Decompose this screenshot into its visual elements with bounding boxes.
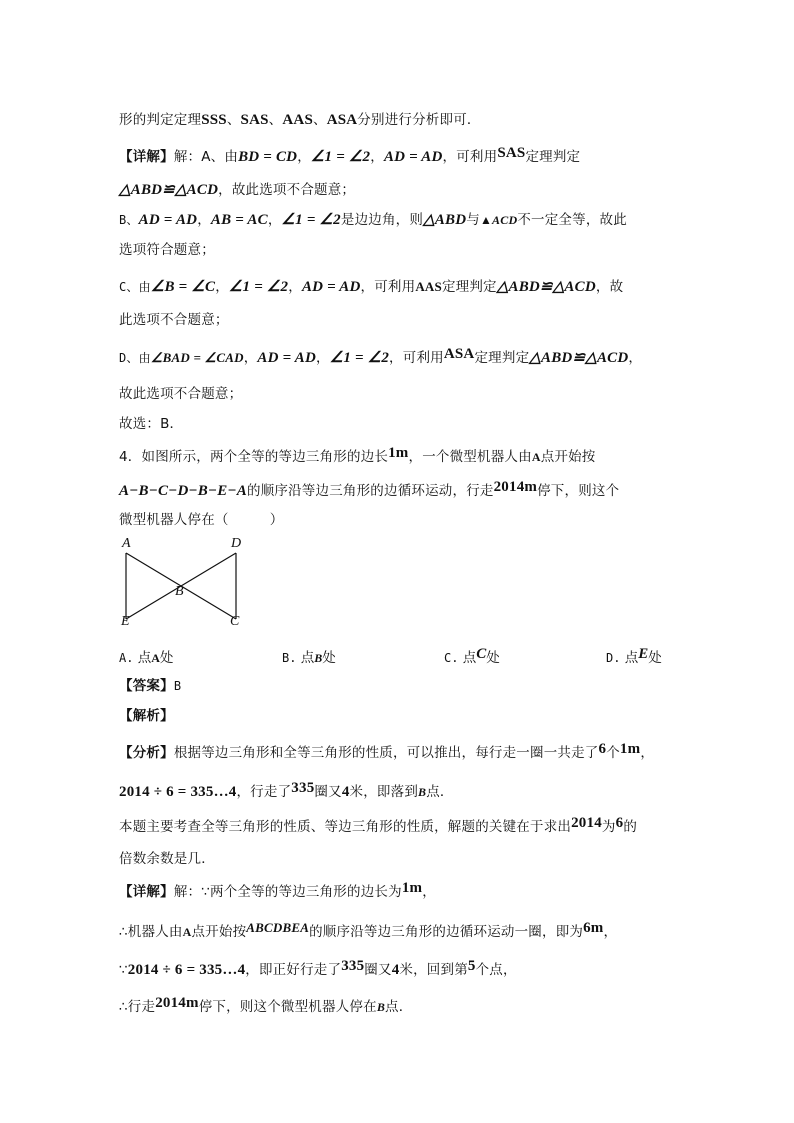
text: 圈又 (314, 784, 342, 800)
math-expr: SAS (497, 145, 526, 161)
math-expr: ∠1 = ∠2 (329, 350, 390, 366)
math-aas: AAS (282, 112, 313, 128)
option-b[interactable] (282, 646, 336, 666)
text: 是边边角，则 (340, 212, 424, 228)
analysis-line-3 (119, 817, 637, 837)
math-expr: ∠1 = ∠2 (281, 212, 341, 228)
math-expr: AD = AD (383, 149, 443, 165)
text: 停下，则这个微型机器人停在 (198, 999, 377, 1015)
text: ，可利用 (360, 279, 416, 295)
text: 个点， (475, 962, 517, 978)
text: ，行走了 (236, 784, 292, 800)
section-heading: 【详解】 (119, 149, 174, 165)
math-expr: 335 (291, 780, 315, 796)
text: 米，回到第 (399, 962, 468, 978)
math-expr: 2014 ÷ 6 = 335…4 (119, 784, 237, 800)
math-expr: A (151, 651, 160, 665)
text: ， (422, 884, 436, 900)
text: 4．如图所示，两个全等的等边三角形的边长 (119, 449, 389, 465)
text-line-4 (119, 210, 627, 230)
text: 解：∵两个全等的等边三角形的边长为 (173, 884, 402, 900)
math-expr: ∠1 = ∠2 (228, 279, 289, 295)
text: 定理判定 (525, 149, 581, 165)
analysis-heading (119, 706, 174, 726)
math-sss: SSS (201, 112, 227, 128)
text: ，故此选项不合题意； (218, 182, 356, 198)
math-expr: 1m (401, 880, 423, 896)
math-expr: AAS (415, 279, 442, 294)
text: 分别进行分析即可． (357, 112, 481, 128)
text: 停下，则这个 (537, 483, 620, 499)
math-expr: △ABD≌△ACD (496, 279, 596, 295)
math-expr: E (638, 646, 649, 662)
math-asa: ASA (326, 112, 358, 128)
point-label-a: A (122, 536, 131, 551)
text: 处 (486, 650, 500, 666)
text: 处 (159, 650, 174, 666)
math-expr: ∠BAD = ∠CAD (150, 350, 244, 365)
text: 定理判定 (441, 279, 497, 295)
text: 处 (322, 650, 336, 666)
text-line-1 (119, 110, 481, 130)
math-expr: 2014 ÷ 6 = 335…4 (127, 962, 246, 978)
text: ，可利用 (389, 350, 444, 366)
math-expr: ∠1 = ∠2 (310, 149, 371, 165)
bowtie-triangle-figure (118, 536, 258, 632)
text: ， (370, 149, 384, 165)
text: 点开始按 (191, 924, 247, 940)
text: ， (267, 212, 282, 228)
text: 此选项不合题意； (119, 312, 229, 328)
text: 故此选项不合题意； (119, 386, 243, 402)
option-key: D. (606, 651, 621, 665)
section-heading: 【详解】 (119, 884, 174, 900)
text: 点 (462, 650, 477, 666)
math-sas: SAS (240, 112, 269, 128)
text-line-6 (119, 277, 623, 297)
text-line-10 (119, 414, 183, 434)
text: ， (197, 212, 211, 228)
math-expr: AD = AD (138, 212, 198, 228)
option-key: B. (282, 651, 297, 665)
math-expr: 6 (615, 815, 624, 831)
text: 根据等边三角形和全等三角形的性质，可以推出，每行走一圈一共走了 (173, 745, 599, 761)
analysis-line-2 (119, 782, 454, 802)
text: ， (243, 350, 258, 366)
text: 微型机器人停在（ ） (119, 512, 284, 528)
option-label: B、 (119, 213, 139, 227)
text: ， (316, 350, 330, 366)
analysis-line-4 (119, 849, 215, 869)
math-expr: 1m (388, 445, 409, 461)
text: 的 (623, 819, 638, 835)
text: ，可利用 (442, 149, 498, 165)
math-expr: ABCDBEA (246, 920, 310, 935)
point-label-c: C (230, 614, 240, 629)
text: ∴行走 (119, 999, 156, 1015)
math-expr: △ABD≌△ACD (529, 350, 629, 366)
text: 、 (226, 112, 241, 128)
text-line-2 (119, 147, 580, 167)
answer-line (119, 676, 181, 696)
point-label-e: E (121, 614, 130, 629)
text: 点 (137, 650, 152, 666)
math-expr: A−B−C−D−B−E−A (119, 483, 247, 499)
text: ，故 (595, 279, 624, 295)
analysis-line-1 (119, 743, 654, 763)
option-label: C、由 (119, 280, 151, 294)
text: 点 (624, 650, 639, 666)
option-label: D、由 (119, 351, 151, 365)
text: 、 (268, 112, 283, 128)
math-expr: B (418, 785, 427, 799)
option-a[interactable] (119, 646, 173, 666)
text: ， (215, 279, 229, 295)
math-expr: 4 (391, 962, 400, 978)
text: 为 (601, 819, 616, 835)
math-expr: A (182, 925, 192, 939)
math-expr: A (531, 450, 541, 464)
text: 点． (385, 999, 413, 1015)
text: 点． (426, 784, 454, 800)
text: 圈又 (364, 962, 392, 978)
text: 点开始按 (540, 449, 596, 465)
math-expr: BD = CD (238, 149, 298, 165)
math-expr: 5 (467, 958, 476, 974)
math-expr: △ABD≌△ACD (119, 182, 219, 198)
text-line-9 (119, 384, 242, 404)
math-expr: 335 (341, 958, 365, 974)
math-expr: 2014m (155, 995, 199, 1011)
math-expr: AB = AC (210, 212, 268, 228)
option-key: A. (119, 651, 134, 665)
option-c[interactable] (444, 646, 500, 667)
math-expr: ▲ACD (479, 213, 518, 227)
math-expr: ASA (443, 346, 475, 362)
text: 解：A、由 (173, 149, 239, 165)
detail-line-3 (119, 960, 517, 980)
text: ∵ (119, 962, 128, 978)
answer-value: B (173, 679, 182, 693)
math-expr: 1m (619, 741, 641, 757)
math-expr: AD = AD (257, 350, 316, 366)
math-expr: 2014 (571, 815, 602, 831)
text: 的顺序沿等边三角形的边循环运动，行走 (247, 483, 494, 499)
text-line-7 (119, 310, 229, 330)
math-expr: 6 (598, 741, 607, 757)
text: ， (640, 745, 655, 761)
option-d[interactable] (606, 646, 662, 667)
text: 故选：B． (119, 416, 184, 432)
text: 倍数余数是几． (119, 851, 215, 867)
text: ， (288, 279, 302, 295)
text: ， (603, 924, 618, 940)
math-expr: B (376, 1000, 386, 1014)
text: 定理判定 (474, 350, 530, 366)
question-4-line-3 (119, 510, 283, 530)
question-4-line-2 (119, 481, 619, 501)
math-expr: C (476, 646, 487, 662)
text: 本题主要考查全等三角形的性质、等边三角形的性质，解题的关键在于求出 (119, 819, 572, 835)
option-key: C. (444, 651, 459, 665)
detail-line-4 (119, 997, 412, 1017)
section-heading: 【解析】 (119, 708, 174, 724)
text-line-8 (119, 348, 642, 368)
math-expr: ∠B = ∠C (150, 279, 216, 295)
text: ，一个微型机器人由 (408, 449, 532, 465)
section-heading: 【答案】 (119, 678, 174, 694)
point-label-b: B (175, 584, 184, 599)
math-expr: 6m (583, 920, 604, 936)
text-line-5 (119, 240, 215, 260)
math-expr: AD = AD (301, 279, 361, 295)
text: 与 (466, 212, 480, 228)
question-4-line-1 (119, 447, 596, 467)
text: 个 (606, 745, 620, 761)
math-expr: △ABD (423, 212, 467, 228)
text: ∴机器人由 (119, 924, 183, 940)
text-line-3 (119, 180, 355, 200)
math-expr: B (314, 651, 323, 665)
text: 的顺序沿等边三角形的边循环运动一圈，即为 (309, 924, 584, 940)
text: ， (297, 149, 311, 165)
math-expr: 4 (341, 784, 350, 800)
text: ，即正好行走了 (245, 962, 342, 978)
text: 形的判定定理 (119, 112, 202, 128)
text: ， (628, 350, 643, 366)
text: 点 (300, 650, 315, 666)
text: 、 (312, 112, 327, 128)
section-heading: 【分析】 (119, 745, 174, 761)
text: 选项符合题意； (119, 242, 215, 258)
math-expr: 2014m (493, 479, 538, 495)
point-label-d: D (231, 536, 242, 551)
text: 米，即落到 (349, 784, 419, 800)
text: 处 (648, 650, 662, 666)
detail-line-1 (119, 882, 436, 902)
text: 不一定全等，故此 (517, 212, 627, 228)
detail-line-2 (119, 922, 617, 942)
